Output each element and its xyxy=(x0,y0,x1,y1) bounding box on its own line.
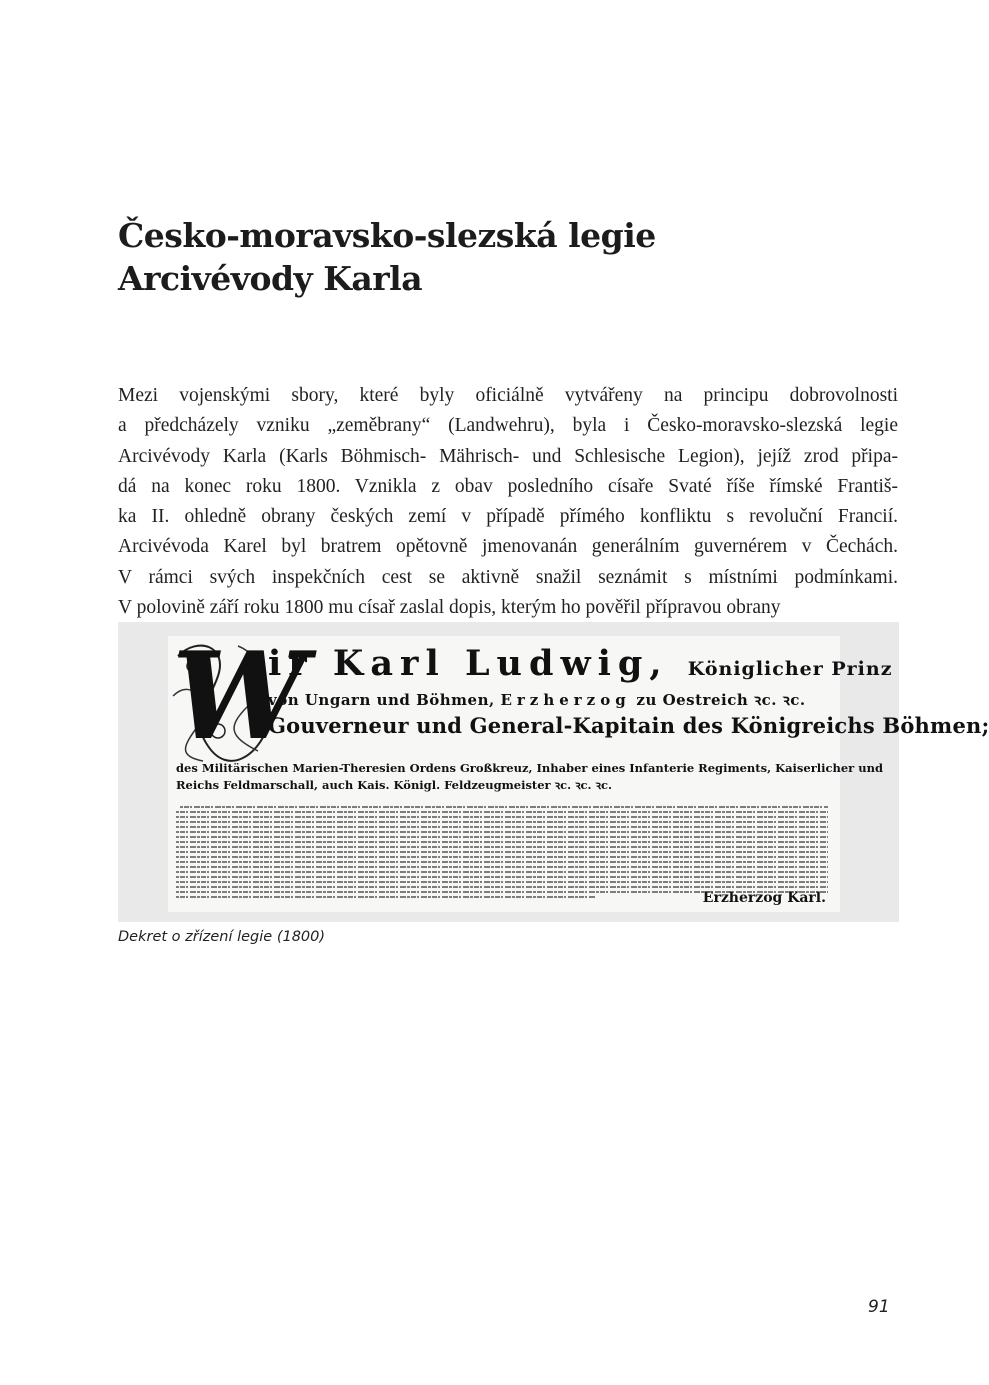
decree-heading-part-b: Erzherzog xyxy=(500,691,631,709)
body-line: Arcivévoda Karel byl bratrem opětovně jmenovanán generálním guvernérem v Čechách. xyxy=(118,536,898,558)
decree-subheading xyxy=(176,760,883,794)
chapter-title xyxy=(118,214,878,300)
decree-subheading-line-1: des Militärischen Marien-Theresien Ordens Großkreuz, Inhaber eines Infanterie Regiments, Kaiserlicher und xyxy=(176,761,883,775)
chapter-title-line-2: Arcivévody Karla xyxy=(118,259,423,298)
decree-name: ir Karl Ludwig, xyxy=(268,643,669,684)
decree-image xyxy=(118,622,989,922)
decree-signature: Erzherzog Karl. xyxy=(702,890,826,906)
decree-heading-line-3: Gouverneur und General-Kapitain des Königreichs Böhmen; xyxy=(268,713,989,738)
decorated-initial: W xyxy=(172,626,307,767)
figure-caption: Dekret o zřízení legie (1800) xyxy=(118,929,326,945)
decree-heading xyxy=(268,643,989,741)
decree-document xyxy=(168,626,989,912)
body-line: V rámci svých inspekčních cest se aktivně snažil seznámit s místními podmínkami. xyxy=(118,566,898,588)
body-line: V polovině září roku 1800 mu císař zaslal dopis, kterým ho pověřil přípravou obrany xyxy=(118,597,781,619)
body-line: a předcházely vzniku „zeměbrany“ (Landwehru), byla i Česko-moravsko-slezská legie xyxy=(118,415,898,437)
body-line: Mezi vojenskými sbory, které byly oficiálně vytvářeny na principu dobrovolnosti xyxy=(118,385,898,406)
decree-heading-line-1 xyxy=(268,643,893,689)
decree-heading-line-2 xyxy=(268,689,838,711)
body-paragraph xyxy=(118,381,898,623)
decree-subheading-line-2: Reichs Feldmarschall, auch Kais. Königl. Feldzeugmeister ꝛc. ꝛc. ꝛc. xyxy=(176,778,613,792)
body-line: ka II. ohledně obrany českých zemí v případě přímého konfliktu s revoluční Francií. xyxy=(118,506,898,528)
decree-heading-part-c: zu Oestreich ꝛc. ꝛc. xyxy=(636,691,806,709)
body-line: dá na konec roku 1800. Vznikla z obav posledního císaře Svaté říše římské Františ- xyxy=(118,475,898,497)
body-line: Arcivévody Karla (Karls Böhmisch- Mährisch- und Schlesische Legion), jejíž zrod připa- xyxy=(118,445,898,467)
chapter-title-line-1: Česko-moravsko-slezská legie xyxy=(118,216,656,255)
page-number: 91 xyxy=(868,1297,890,1317)
decree-title: Königlicher Prinz xyxy=(687,658,893,680)
decree-heading-part-a: von Ungarn und Böhmen, xyxy=(268,691,495,709)
